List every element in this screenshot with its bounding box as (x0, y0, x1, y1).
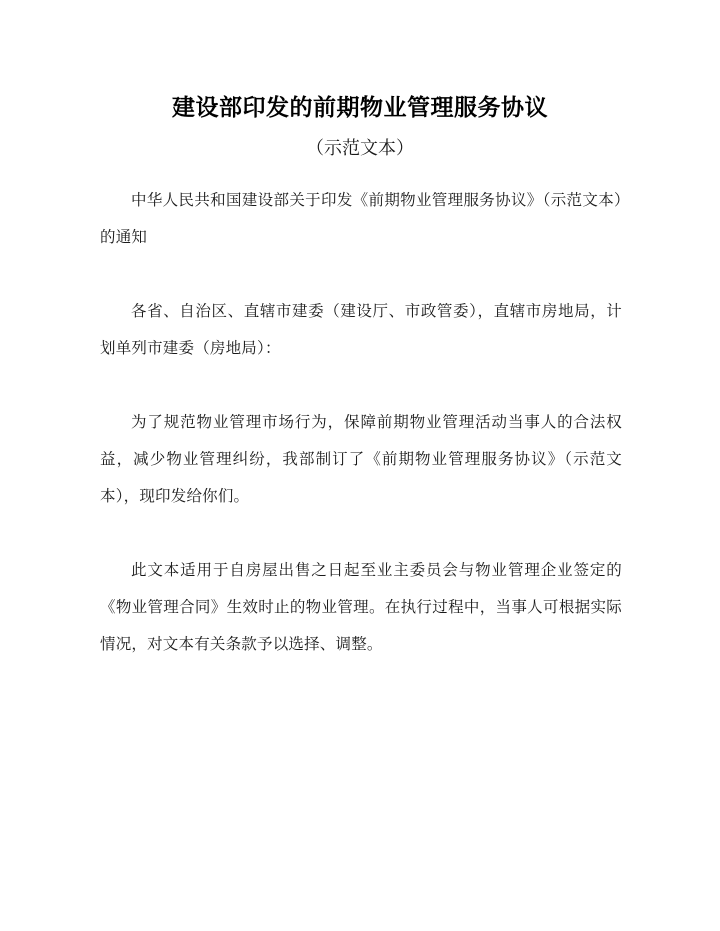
paragraph-purpose: 为了规范物业管理市场行为，保障前期物业管理活动当事人的合法权益，减少物业管理纠纷，我部制订了《前期物业管理服务协议》（示范文本），现印发给你们。 (100, 413, 622, 505)
paragraph-scope: 此文本适用于自房屋出售之日起至业主委员会与物业管理企业签定的《物业管理合同》生效时止的物业管理。在执行过程中，当事人可根据实际情况，对文本有关条款予以选择、调整。 (100, 561, 622, 653)
paragraph-addressees: 各省、自治区、直辖市建委（建设厅、市政管委），直辖市房地局，计划单列市建委（房地局）： (100, 302, 622, 357)
page-subtitle: （示范文本） (306, 138, 414, 159)
page-title: 建设部印发的前期物业管理服务协议 (172, 95, 548, 122)
paragraph-notice-heading: 中华人民共和国建设部关于印发《前期物业管理服务协议》（示范文本）的通知 (100, 191, 622, 246)
document-body (100, 182, 622, 663)
